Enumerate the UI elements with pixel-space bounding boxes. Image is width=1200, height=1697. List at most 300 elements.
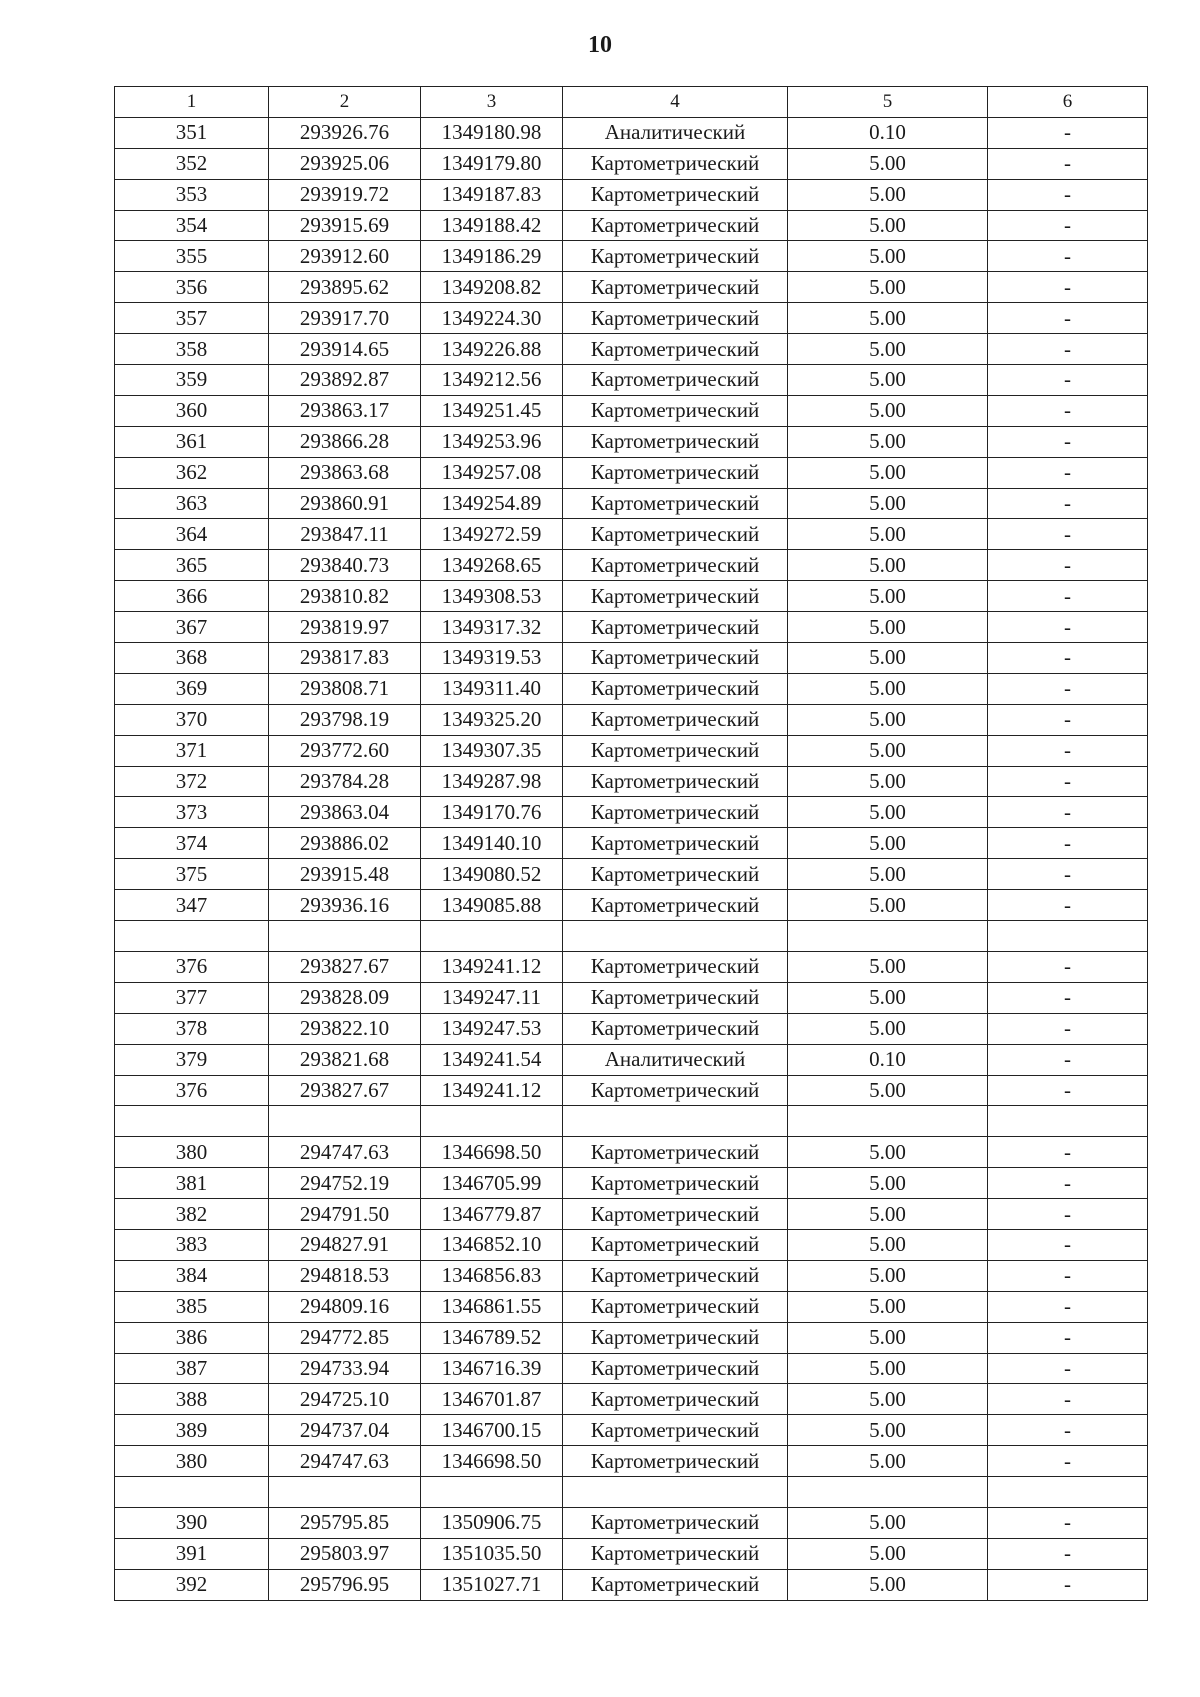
- point-number-cell: 356: [115, 272, 269, 303]
- point-number-cell: [115, 1477, 269, 1508]
- x-coordinate-cell: 293886.02: [269, 828, 421, 859]
- y-coordinate-cell: 1349247.11: [421, 982, 563, 1013]
- note-cell: -: [988, 1229, 1148, 1260]
- note-cell: -: [988, 426, 1148, 457]
- method-cell: Картометрический: [563, 612, 788, 643]
- note-cell: -: [988, 457, 1148, 488]
- y-coordinate-cell: 1346698.50: [421, 1446, 563, 1477]
- y-coordinate-cell: 1349170.76: [421, 797, 563, 828]
- note-cell: -: [988, 1415, 1148, 1446]
- point-number-cell: 366: [115, 581, 269, 612]
- table-row: [115, 797, 1148, 828]
- x-coordinate-cell: 293840.73: [269, 550, 421, 581]
- accuracy-cell: 5.00: [788, 828, 988, 859]
- method-cell: Картометрический: [563, 859, 788, 890]
- column-header: 4: [563, 87, 788, 118]
- accuracy-cell: 5.00: [788, 272, 988, 303]
- y-coordinate-cell: 1349287.98: [421, 766, 563, 797]
- method-cell: Картометрический: [563, 1168, 788, 1199]
- accuracy-cell: 5.00: [788, 395, 988, 426]
- y-coordinate-cell: 1349241.12: [421, 951, 563, 982]
- y-coordinate-cell: 1346779.87: [421, 1199, 563, 1230]
- note-cell: -: [988, 828, 1148, 859]
- accuracy-cell: 5.00: [788, 1260, 988, 1291]
- table-row: [115, 1106, 1148, 1137]
- table-row: [115, 643, 1148, 674]
- y-coordinate-cell: 1346856.83: [421, 1260, 563, 1291]
- y-coordinate-cell: 1349180.98: [421, 117, 563, 148]
- note-cell: -: [988, 550, 1148, 581]
- y-coordinate-cell: 1346698.50: [421, 1137, 563, 1168]
- y-coordinate-cell: [421, 1477, 563, 1508]
- point-number-cell: 359: [115, 365, 269, 396]
- x-coordinate-cell: 293772.60: [269, 735, 421, 766]
- accuracy-cell: 5.00: [788, 1199, 988, 1230]
- accuracy-cell: 5.00: [788, 612, 988, 643]
- y-coordinate-cell: 1346716.39: [421, 1353, 563, 1384]
- table-row: [115, 1168, 1148, 1199]
- point-number-cell: 384: [115, 1260, 269, 1291]
- y-coordinate-cell: 1349308.53: [421, 581, 563, 612]
- y-coordinate-cell: 1349224.30: [421, 303, 563, 334]
- x-coordinate-cell: 294737.04: [269, 1415, 421, 1446]
- accuracy-cell: 5.00: [788, 643, 988, 674]
- method-cell: Картометрический: [563, 1415, 788, 1446]
- table-row: [115, 1507, 1148, 1538]
- note-cell: [988, 1477, 1148, 1508]
- accuracy-cell: [788, 1106, 988, 1137]
- point-number-cell: 380: [115, 1137, 269, 1168]
- x-coordinate-cell: 295803.97: [269, 1538, 421, 1569]
- table-row: [115, 1415, 1148, 1446]
- note-cell: -: [988, 890, 1148, 921]
- note-cell: -: [988, 612, 1148, 643]
- accuracy-cell: [788, 921, 988, 952]
- table-row: [115, 828, 1148, 859]
- method-cell: Картометрический: [563, 1291, 788, 1322]
- accuracy-cell: 5.00: [788, 1168, 988, 1199]
- y-coordinate-cell: 1351027.71: [421, 1569, 563, 1600]
- point-number-cell: 351: [115, 117, 269, 148]
- method-cell: Картометрический: [563, 1075, 788, 1106]
- method-cell: Картометрический: [563, 1446, 788, 1477]
- y-coordinate-cell: 1349208.82: [421, 272, 563, 303]
- table-row: [115, 426, 1148, 457]
- page-number: 10: [588, 32, 612, 58]
- note-cell: -: [988, 241, 1148, 272]
- note-cell: -: [988, 643, 1148, 674]
- method-cell: Картометрический: [563, 457, 788, 488]
- x-coordinate-cell: 294733.94: [269, 1353, 421, 1384]
- y-coordinate-cell: 1350906.75: [421, 1507, 563, 1538]
- y-coordinate-cell: [421, 921, 563, 952]
- table-row: [115, 365, 1148, 396]
- note-cell: -: [988, 179, 1148, 210]
- x-coordinate-cell: 293926.76: [269, 117, 421, 148]
- method-cell: Картометрический: [563, 550, 788, 581]
- point-number-cell: 388: [115, 1384, 269, 1415]
- point-number-cell: 390: [115, 1507, 269, 1538]
- table-row: [115, 272, 1148, 303]
- note-cell: -: [988, 1322, 1148, 1353]
- point-number-cell: 378: [115, 1013, 269, 1044]
- x-coordinate-cell: 295795.85: [269, 1507, 421, 1538]
- accuracy-cell: 0.10: [788, 117, 988, 148]
- table-row: [115, 1137, 1148, 1168]
- method-cell: Картометрический: [563, 1569, 788, 1600]
- x-coordinate-cell: 293810.82: [269, 581, 421, 612]
- y-coordinate-cell: 1346852.10: [421, 1229, 563, 1260]
- note-cell: -: [988, 1291, 1148, 1322]
- accuracy-cell: 5.00: [788, 982, 988, 1013]
- x-coordinate-cell: 294809.16: [269, 1291, 421, 1322]
- point-number-cell: 377: [115, 982, 269, 1013]
- x-coordinate-cell: 293828.09: [269, 982, 421, 1013]
- table-row: [115, 982, 1148, 1013]
- y-coordinate-cell: 1349241.12: [421, 1075, 563, 1106]
- note-cell: -: [988, 519, 1148, 550]
- table-row: [115, 241, 1148, 272]
- note-cell: -: [988, 1199, 1148, 1230]
- y-coordinate-cell: 1349268.65: [421, 550, 563, 581]
- method-cell: Картометрический: [563, 210, 788, 241]
- accuracy-cell: 5.00: [788, 365, 988, 396]
- point-number-cell: 391: [115, 1538, 269, 1569]
- note-cell: -: [988, 982, 1148, 1013]
- y-coordinate-cell: 1349254.89: [421, 488, 563, 519]
- column-header: 2: [269, 87, 421, 118]
- y-coordinate-cell: 1349253.96: [421, 426, 563, 457]
- note-cell: -: [988, 365, 1148, 396]
- table-row: [115, 210, 1148, 241]
- table-header-row: [115, 87, 1148, 118]
- y-coordinate-cell: 1349085.88: [421, 890, 563, 921]
- point-number-cell: 361: [115, 426, 269, 457]
- point-number-cell: 379: [115, 1044, 269, 1075]
- y-coordinate-cell: 1346789.52: [421, 1322, 563, 1353]
- note-cell: -: [988, 148, 1148, 179]
- y-coordinate-cell: 1349140.10: [421, 828, 563, 859]
- method-cell: Картометрический: [563, 735, 788, 766]
- x-coordinate-cell: 293866.28: [269, 426, 421, 457]
- table-row: [115, 395, 1148, 426]
- method-cell: Картометрический: [563, 1384, 788, 1415]
- y-coordinate-cell: 1349241.54: [421, 1044, 563, 1075]
- coordinates-table: [114, 86, 1148, 1601]
- note-cell: -: [988, 334, 1148, 365]
- y-coordinate-cell: 1349307.35: [421, 735, 563, 766]
- table-row: [115, 1291, 1148, 1322]
- point-number-cell: 355: [115, 241, 269, 272]
- accuracy-cell: 5.00: [788, 1075, 988, 1106]
- y-coordinate-cell: 1349247.53: [421, 1013, 563, 1044]
- accuracy-cell: 5.00: [788, 303, 988, 334]
- method-cell: Картометрический: [563, 704, 788, 735]
- method-cell: Картометрический: [563, 951, 788, 982]
- point-number-cell: 371: [115, 735, 269, 766]
- point-number-cell: 381: [115, 1168, 269, 1199]
- accuracy-cell: 5.00: [788, 334, 988, 365]
- accuracy-cell: 5.00: [788, 890, 988, 921]
- note-cell: [988, 1106, 1148, 1137]
- table-row: [115, 1477, 1148, 1508]
- method-cell: Картометрический: [563, 890, 788, 921]
- method-cell: Картометрический: [563, 1229, 788, 1260]
- x-coordinate-cell: 293925.06: [269, 148, 421, 179]
- point-number-cell: 357: [115, 303, 269, 334]
- table-row: [115, 457, 1148, 488]
- y-coordinate-cell: 1349226.88: [421, 334, 563, 365]
- accuracy-cell: 5.00: [788, 241, 988, 272]
- point-number-cell: 354: [115, 210, 269, 241]
- table-row: [115, 1384, 1148, 1415]
- x-coordinate-cell: 293917.70: [269, 303, 421, 334]
- method-cell: [563, 1106, 788, 1137]
- column-header: 1: [115, 87, 269, 118]
- point-number-cell: [115, 1106, 269, 1137]
- note-cell: -: [988, 1384, 1148, 1415]
- accuracy-cell: 5.00: [788, 210, 988, 241]
- note-cell: -: [988, 395, 1148, 426]
- table-row: [115, 581, 1148, 612]
- note-cell: -: [988, 766, 1148, 797]
- point-number-cell: 380: [115, 1446, 269, 1477]
- method-cell: [563, 921, 788, 952]
- y-coordinate-cell: 1349272.59: [421, 519, 563, 550]
- x-coordinate-cell: 293860.91: [269, 488, 421, 519]
- y-coordinate-cell: 1349187.83: [421, 179, 563, 210]
- method-cell: Картометрический: [563, 1538, 788, 1569]
- method-cell: Картометрический: [563, 766, 788, 797]
- point-number-cell: 375: [115, 859, 269, 890]
- note-cell: -: [988, 859, 1148, 890]
- x-coordinate-cell: 294747.63: [269, 1137, 421, 1168]
- table-row: [115, 1538, 1148, 1569]
- point-number-cell: 353: [115, 179, 269, 210]
- method-cell: Картометрический: [563, 673, 788, 704]
- column-header: 6: [988, 87, 1148, 118]
- x-coordinate-cell: 293936.16: [269, 890, 421, 921]
- accuracy-cell: 5.00: [788, 1291, 988, 1322]
- x-coordinate-cell: 293863.68: [269, 457, 421, 488]
- x-coordinate-cell: 293919.72: [269, 179, 421, 210]
- method-cell: Картометрический: [563, 148, 788, 179]
- point-number-cell: 376: [115, 951, 269, 982]
- x-coordinate-cell: 293914.65: [269, 334, 421, 365]
- accuracy-cell: 5.00: [788, 766, 988, 797]
- y-coordinate-cell: [421, 1106, 563, 1137]
- method-cell: Картометрический: [563, 519, 788, 550]
- point-number-cell: 386: [115, 1322, 269, 1353]
- point-number-cell: 387: [115, 1353, 269, 1384]
- accuracy-cell: 5.00: [788, 1229, 988, 1260]
- accuracy-cell: 5.00: [788, 797, 988, 828]
- y-coordinate-cell: 1349188.42: [421, 210, 563, 241]
- method-cell: Аналитический: [563, 1044, 788, 1075]
- method-cell: Картометрический: [563, 1507, 788, 1538]
- x-coordinate-cell: 294818.53: [269, 1260, 421, 1291]
- accuracy-cell: 0.10: [788, 1044, 988, 1075]
- note-cell: -: [988, 1538, 1148, 1569]
- method-cell: Картометрический: [563, 272, 788, 303]
- accuracy-cell: 5.00: [788, 488, 988, 519]
- x-coordinate-cell: 293847.11: [269, 519, 421, 550]
- x-coordinate-cell: [269, 921, 421, 952]
- point-number-cell: 368: [115, 643, 269, 674]
- note-cell: -: [988, 951, 1148, 982]
- y-coordinate-cell: 1349257.08: [421, 457, 563, 488]
- accuracy-cell: 5.00: [788, 519, 988, 550]
- table-row: [115, 1044, 1148, 1075]
- point-number-cell: 385: [115, 1291, 269, 1322]
- accuracy-cell: 5.00: [788, 1384, 988, 1415]
- x-coordinate-cell: 293827.67: [269, 1075, 421, 1106]
- accuracy-cell: 5.00: [788, 550, 988, 581]
- accuracy-cell: 5.00: [788, 1415, 988, 1446]
- y-coordinate-cell: 1349179.80: [421, 148, 563, 179]
- point-number-cell: 372: [115, 766, 269, 797]
- accuracy-cell: 5.00: [788, 148, 988, 179]
- method-cell: Картометрический: [563, 395, 788, 426]
- x-coordinate-cell: 294827.91: [269, 1229, 421, 1260]
- x-coordinate-cell: 294747.63: [269, 1446, 421, 1477]
- accuracy-cell: 5.00: [788, 859, 988, 890]
- note-cell: -: [988, 797, 1148, 828]
- point-number-cell: 392: [115, 1569, 269, 1600]
- method-cell: Картометрический: [563, 1199, 788, 1230]
- table-row: [115, 1075, 1148, 1106]
- table-row: [115, 921, 1148, 952]
- method-cell: Картометрический: [563, 828, 788, 859]
- table-row: [115, 890, 1148, 921]
- accuracy-cell: 5.00: [788, 179, 988, 210]
- accuracy-cell: 5.00: [788, 1353, 988, 1384]
- accuracy-cell: 5.00: [788, 951, 988, 982]
- table-row: [115, 117, 1148, 148]
- note-cell: -: [988, 735, 1148, 766]
- method-cell: Картометрический: [563, 1322, 788, 1353]
- x-coordinate-cell: 293819.97: [269, 612, 421, 643]
- table-row: [115, 1322, 1148, 1353]
- table-row: [115, 1229, 1148, 1260]
- point-number-cell: 363: [115, 488, 269, 519]
- y-coordinate-cell: 1346700.15: [421, 1415, 563, 1446]
- table-row: [115, 673, 1148, 704]
- table-row: [115, 179, 1148, 210]
- x-coordinate-cell: [269, 1106, 421, 1137]
- point-number-cell: 365: [115, 550, 269, 581]
- method-cell: [563, 1477, 788, 1508]
- point-number-cell: 374: [115, 828, 269, 859]
- table-row: [115, 1013, 1148, 1044]
- accuracy-cell: 5.00: [788, 1137, 988, 1168]
- point-number-cell: 362: [115, 457, 269, 488]
- note-cell: -: [988, 1353, 1148, 1384]
- accuracy-cell: 5.00: [788, 673, 988, 704]
- method-cell: Картометрический: [563, 643, 788, 674]
- note-cell: -: [988, 673, 1148, 704]
- table-row: [115, 1446, 1148, 1477]
- x-coordinate-cell: 293915.69: [269, 210, 421, 241]
- x-coordinate-cell: 293798.19: [269, 704, 421, 735]
- y-coordinate-cell: 1349311.40: [421, 673, 563, 704]
- x-coordinate-cell: 293784.28: [269, 766, 421, 797]
- x-coordinate-cell: 294791.50: [269, 1199, 421, 1230]
- x-coordinate-cell: 293892.87: [269, 365, 421, 396]
- accuracy-cell: 5.00: [788, 457, 988, 488]
- y-coordinate-cell: 1349212.56: [421, 365, 563, 396]
- y-coordinate-cell: 1349319.53: [421, 643, 563, 674]
- y-coordinate-cell: 1346861.55: [421, 1291, 563, 1322]
- note-cell: -: [988, 1137, 1148, 1168]
- table-row: [115, 550, 1148, 581]
- point-number-cell: 364: [115, 519, 269, 550]
- note-cell: -: [988, 1446, 1148, 1477]
- table-row: [115, 704, 1148, 735]
- table-row: [115, 148, 1148, 179]
- table-row: [115, 612, 1148, 643]
- table-row: [115, 1353, 1148, 1384]
- method-cell: Картометрический: [563, 982, 788, 1013]
- point-number-cell: 370: [115, 704, 269, 735]
- method-cell: Картометрический: [563, 1260, 788, 1291]
- method-cell: Картометрический: [563, 1353, 788, 1384]
- point-number-cell: 358: [115, 334, 269, 365]
- table-row: [115, 1569, 1148, 1600]
- table-row: [115, 766, 1148, 797]
- x-coordinate-cell: 293912.60: [269, 241, 421, 272]
- note-cell: -: [988, 210, 1148, 241]
- column-header: 3: [421, 87, 563, 118]
- note-cell: -: [988, 117, 1148, 148]
- note-cell: -: [988, 581, 1148, 612]
- point-number-cell: 383: [115, 1229, 269, 1260]
- point-number-cell: 382: [115, 1199, 269, 1230]
- table-row: [115, 1260, 1148, 1291]
- note-cell: -: [988, 1044, 1148, 1075]
- point-number-cell: 373: [115, 797, 269, 828]
- x-coordinate-cell: 293895.62: [269, 272, 421, 303]
- method-cell: Картометрический: [563, 1013, 788, 1044]
- x-coordinate-cell: 294725.10: [269, 1384, 421, 1415]
- x-coordinate-cell: 293817.83: [269, 643, 421, 674]
- y-coordinate-cell: 1349325.20: [421, 704, 563, 735]
- x-coordinate-cell: 294752.19: [269, 1168, 421, 1199]
- table-row: [115, 951, 1148, 982]
- accuracy-cell: [788, 1477, 988, 1508]
- x-coordinate-cell: 293821.68: [269, 1044, 421, 1075]
- note-cell: -: [988, 488, 1148, 519]
- column-header: 5: [788, 87, 988, 118]
- method-cell: Картометрический: [563, 488, 788, 519]
- note-cell: -: [988, 1168, 1148, 1199]
- note-cell: -: [988, 272, 1148, 303]
- note-cell: -: [988, 1507, 1148, 1538]
- note-cell: -: [988, 303, 1148, 334]
- accuracy-cell: 5.00: [788, 704, 988, 735]
- accuracy-cell: 5.00: [788, 1569, 988, 1600]
- accuracy-cell: 5.00: [788, 1013, 988, 1044]
- x-coordinate-cell: 293827.67: [269, 951, 421, 982]
- y-coordinate-cell: 1349251.45: [421, 395, 563, 426]
- table-row: [115, 519, 1148, 550]
- accuracy-cell: 5.00: [788, 1507, 988, 1538]
- accuracy-cell: 5.00: [788, 1446, 988, 1477]
- method-cell: Картометрический: [563, 179, 788, 210]
- method-cell: Картометрический: [563, 303, 788, 334]
- accuracy-cell: 5.00: [788, 735, 988, 766]
- method-cell: Аналитический: [563, 117, 788, 148]
